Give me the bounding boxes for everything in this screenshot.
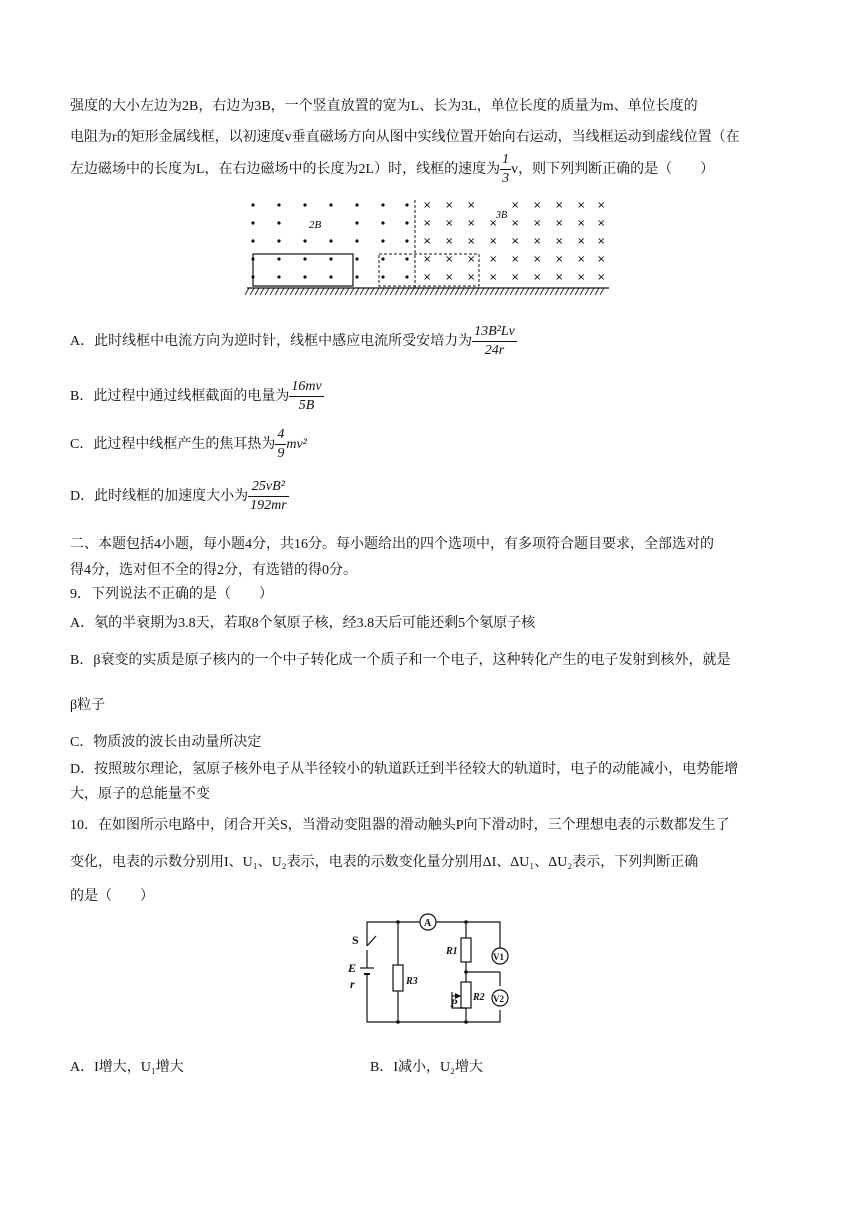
- field-dot: [405, 203, 408, 206]
- field-cross: ×: [511, 200, 520, 211]
- q8-option-b: [70, 377, 324, 417]
- fraction-numerator: 1: [500, 151, 511, 170]
- hatch-line: [460, 288, 464, 295]
- field-dot: [355, 203, 358, 206]
- section2-line2: 得4分，选对但不全的得2分，有选错的得0分。: [70, 563, 357, 578]
- label-v1: V1: [493, 952, 504, 962]
- field-cross: ×: [577, 218, 586, 229]
- field-dot: [355, 221, 358, 224]
- field-cross: ×: [533, 272, 542, 283]
- field-cross: ×: [445, 236, 454, 247]
- field-cross: ×: [597, 236, 606, 247]
- field-cross: ×: [423, 254, 432, 265]
- hatch-line: [330, 288, 334, 295]
- field-dot: [329, 275, 332, 278]
- hatch-line: [390, 288, 394, 295]
- q10-line3: 的是（ ）: [70, 889, 154, 904]
- q9-stem: 9．下列说法不正确的是（ ）: [70, 587, 273, 602]
- field-dot: [355, 275, 358, 278]
- field-dot: [329, 203, 332, 206]
- field-cross: ×: [533, 236, 542, 247]
- hatch-line: [400, 288, 404, 295]
- field-cross: ×: [511, 236, 520, 247]
- q8-option-d: [70, 477, 289, 517]
- hatch-line: [500, 288, 504, 295]
- hatch-line: [285, 288, 289, 295]
- hatch-line: [485, 288, 489, 295]
- hatch-line: [430, 288, 434, 295]
- label-internal-resistance: r: [350, 977, 355, 991]
- fraction-denominator: 24r: [484, 343, 505, 359]
- field-cross: ×: [489, 254, 498, 265]
- r1-resistor: [461, 938, 471, 962]
- field-cross: ×: [467, 236, 476, 247]
- fraction-denominator: 3: [502, 171, 510, 187]
- field-dot: [329, 257, 332, 260]
- q9-option-c: C．物质波的波长由动量所决定: [70, 735, 262, 750]
- hatch-line: [535, 288, 539, 295]
- option-d-fraction: [248, 478, 289, 515]
- r3-resistor: [393, 965, 403, 991]
- hatch-line: [560, 288, 564, 295]
- q9-option-d-line2: 大，原子的总能量不变: [70, 787, 210, 802]
- field-cross: ×: [597, 200, 606, 211]
- q8-line3-tail: v，则下列判断正确的是（ ）: [511, 162, 715, 177]
- hatch-line: [395, 288, 399, 295]
- option-a-fraction: [472, 323, 517, 360]
- hatch-line: [415, 288, 419, 295]
- hatch-line: [345, 288, 349, 295]
- hatch-line: [555, 288, 559, 295]
- field-dot: [277, 275, 280, 278]
- hatch-line: [545, 288, 549, 295]
- field-dot: [381, 239, 384, 242]
- switch-blade: [367, 936, 376, 946]
- q8-option-c: [70, 425, 307, 465]
- field-dot: [355, 239, 358, 242]
- field-dot: [405, 275, 408, 278]
- hatch-line: [255, 288, 259, 295]
- field-cross: ×: [555, 200, 564, 211]
- field-cross: ×: [445, 218, 454, 229]
- field-dot: [303, 239, 306, 242]
- field-cross: ×: [445, 272, 454, 283]
- hatch-line: [280, 288, 284, 295]
- fraction-numerator: 4: [275, 426, 286, 445]
- field-cross: ×: [577, 200, 586, 211]
- field-cross: ×: [533, 254, 542, 265]
- field-dot: [381, 203, 384, 206]
- hatch-line: [575, 288, 579, 295]
- field-cross: ×: [597, 254, 606, 265]
- fraction-numerator: 16mv: [289, 378, 323, 397]
- label-r1: R1: [446, 946, 458, 957]
- hatch-line: [445, 288, 449, 295]
- option-b-fraction: [289, 378, 323, 415]
- frame-solid-position: [253, 254, 353, 286]
- field-cross: ×: [555, 236, 564, 247]
- hatch-line: [495, 288, 499, 295]
- field-cross: ×: [533, 218, 542, 229]
- hatch-line: [455, 288, 459, 295]
- field-cross: ×: [597, 272, 606, 283]
- r2-rheostat: [461, 982, 471, 1008]
- field-dot: [251, 203, 254, 206]
- q8-line3: [70, 150, 714, 190]
- hatch-line: [505, 288, 509, 295]
- hatch-line: [435, 288, 439, 295]
- hatch-line: [350, 288, 354, 295]
- field-cross: ×: [489, 236, 498, 247]
- hatch-line: [450, 288, 454, 295]
- field-dot: [381, 257, 384, 260]
- hatch-line: [320, 288, 324, 295]
- field-cross: ×: [489, 218, 498, 229]
- q8-option-a: [70, 322, 517, 362]
- hatch-line: [380, 288, 384, 295]
- hatch-line: [305, 288, 309, 295]
- hatch-line: [520, 288, 524, 295]
- field-dot: [303, 257, 306, 260]
- magnetic-field-figure: [243, 196, 613, 298]
- label-2B: 2B: [309, 219, 322, 231]
- field-cross: ×: [489, 272, 498, 283]
- field-dot: [277, 239, 280, 242]
- hatch-line: [490, 288, 494, 295]
- field-cross: ×: [445, 254, 454, 265]
- field-dot: [303, 203, 306, 206]
- hatch-line: [540, 288, 544, 295]
- ground-hatching: [245, 288, 604, 295]
- field-cross: ×: [533, 200, 542, 211]
- junction-dot: [464, 920, 468, 924]
- hatch-line: [370, 288, 374, 295]
- q8-line2: 电阻为r的矩形金属线框，以初速度v垂直磁场方向从图中实线位置开始向右运动，当线框运动到虚线位置（在: [70, 130, 740, 145]
- fraction-denominator: 9: [277, 446, 285, 462]
- field-cross: ×: [555, 254, 564, 265]
- option-c-text: C．此过程中线框产生的焦耳热为: [70, 437, 276, 452]
- label-emf: E: [348, 961, 357, 975]
- hatch-line: [335, 288, 339, 295]
- hatch-line: [375, 288, 379, 295]
- dot-field-left: [251, 203, 408, 278]
- junction-dot: [396, 1020, 400, 1024]
- field-dot: [405, 257, 408, 260]
- hatch-line: [250, 288, 254, 295]
- fraction-numerator: 13B²Lv: [472, 323, 517, 342]
- field-dot: [355, 257, 358, 260]
- label-ammeter: A: [424, 918, 432, 929]
- cross-field-right: [423, 200, 605, 283]
- hatch-line: [600, 288, 604, 295]
- hatch-line: [310, 288, 314, 295]
- q10-option-b: B．I减小，U₂增大: [370, 1060, 483, 1075]
- hatch-line: [585, 288, 589, 295]
- q9-option-b-line1: B．β衰变的实质是原子核内的一个中子转化成一个质子和一个电子，这种转化产生的电子发射到核外，就是: [70, 653, 731, 668]
- field-cross: ×: [577, 254, 586, 265]
- hatch-line: [420, 288, 424, 295]
- junction-dot: [396, 920, 400, 924]
- hatch-line: [385, 288, 389, 295]
- junction-dot: [464, 970, 468, 974]
- field-dot: [277, 221, 280, 224]
- junction-dot: [464, 1020, 468, 1024]
- hatch-line: [425, 288, 429, 295]
- option-a-text: A．此时线框中电流方向为逆时针，线框中感应电流所受安培力为: [70, 334, 473, 349]
- hatch-line: [530, 288, 534, 295]
- field-cross: ×: [423, 272, 432, 283]
- hatch-line: [590, 288, 594, 295]
- hatch-line: [570, 288, 574, 295]
- hatch-line: [315, 288, 319, 295]
- field-cross: ×: [555, 218, 564, 229]
- hatch-line: [290, 288, 294, 295]
- hatch-line: [470, 288, 474, 295]
- field-cross: ×: [511, 272, 520, 283]
- hatch-line: [260, 288, 264, 295]
- hatch-line: [245, 288, 249, 295]
- field-cross: ×: [467, 272, 476, 283]
- hatch-line: [340, 288, 344, 295]
- hatch-line: [270, 288, 274, 295]
- field-cross: ×: [597, 218, 606, 229]
- field-cross: ×: [467, 254, 476, 265]
- field-cross: ×: [555, 272, 564, 283]
- q10-line2: 变化，电表的示数分别用I、U₁、U₂表示，电表的示数变化量分别用ΔI、ΔU₁、ΔU₂表示，下列判断正确: [70, 855, 699, 870]
- field-dot: [381, 275, 384, 278]
- option-c-tail: mv²: [286, 437, 307, 452]
- hatch-line: [295, 288, 299, 295]
- field-cross: ×: [423, 200, 432, 211]
- hatch-line: [480, 288, 484, 295]
- field-dot: [405, 221, 408, 224]
- field-cross: ×: [511, 218, 520, 229]
- label-r3: R3: [406, 976, 418, 987]
- fraction-denominator: 192mr: [250, 498, 287, 514]
- hatch-line: [465, 288, 469, 295]
- field-dot: [251, 221, 254, 224]
- field-dot: [303, 275, 306, 278]
- section2-line1: 二、本题包括4小题，每小题4分，共16分。每小题给出的四个选项中，有多项符合题目要求，全部选对的: [70, 537, 714, 552]
- hatch-line: [410, 288, 414, 295]
- fraction-denominator: 5B: [298, 398, 315, 414]
- option-d-text: D．此时线框的加速度大小为: [70, 489, 249, 504]
- q9-option-d-line1: D．按照玻尔理论，氢原子核外电子从半径较小的轨道跃迁到半径较大的轨道时，电子的动能减小，电势能增: [70, 762, 739, 777]
- hatch-line: [475, 288, 479, 295]
- hatch-line: [360, 288, 364, 295]
- field-dot: [277, 257, 280, 260]
- hatch-line: [405, 288, 409, 295]
- hatch-line: [440, 288, 444, 295]
- field-dot: [329, 239, 332, 242]
- hatch-line: [580, 288, 584, 295]
- label-3B: 3B: [496, 210, 508, 221]
- label-slider-p: P: [450, 996, 458, 1010]
- hatch-line: [550, 288, 554, 295]
- field-dot: [381, 221, 384, 224]
- field-dot: [405, 239, 408, 242]
- hatch-line: [525, 288, 529, 295]
- hatch-line: [275, 288, 279, 295]
- circuit-diagram: [340, 910, 520, 1030]
- q8-line1: 强度的大小左边为2B，右边为3B，一个竖直放置的宽为L、长为3L，单位长度的质量为m、单位长度的: [70, 99, 698, 114]
- field-dot: [277, 203, 280, 206]
- q9-option-a: A．氡的半衰期为3.8天，若取8个氡原子核，经3.8天后可能还剩5个氡原子核: [70, 616, 536, 631]
- label-v2: V2: [493, 994, 504, 1004]
- hatch-line: [355, 288, 359, 295]
- q8-line3-text: 左边磁场中的长度为L，在右边磁场中的长度为2L）时，线框的速度为: [70, 162, 501, 177]
- field-cross: ×: [511, 254, 520, 265]
- q10-line1: 10．在如图所示电路中，闭合开关S，当滑动变阻器的滑动触头P向下滑动时，三个理想电表的示数都发生了: [70, 818, 730, 833]
- hatch-line: [565, 288, 569, 295]
- field-cross: ×: [423, 218, 432, 229]
- hatch-line: [595, 288, 599, 295]
- hatch-line: [325, 288, 329, 295]
- q10-option-a: A．I增大，U₁增大: [70, 1060, 184, 1075]
- field-dot: [251, 239, 254, 242]
- hatch-line: [510, 288, 514, 295]
- field-cross: ×: [423, 236, 432, 247]
- hatch-line: [515, 288, 519, 295]
- hatch-line: [265, 288, 269, 295]
- field-cross: ×: [467, 218, 476, 229]
- option-b-text: B．此过程中通过线框截面的电量为: [70, 389, 290, 404]
- field-cross: ×: [445, 200, 454, 211]
- field-cross: ×: [467, 200, 476, 211]
- hatch-line: [300, 288, 304, 295]
- q8-velocity-fraction: [500, 151, 511, 188]
- field-cross: ×: [577, 236, 586, 247]
- hatch-line: [365, 288, 369, 295]
- label-switch: S: [352, 933, 359, 947]
- q9-option-b-line2: β粒子: [70, 698, 106, 713]
- field-cross: ×: [577, 272, 586, 283]
- fraction-numerator: 25vB²: [248, 478, 289, 497]
- label-r2: R2: [473, 992, 485, 1003]
- option-c-fraction: [275, 426, 286, 463]
